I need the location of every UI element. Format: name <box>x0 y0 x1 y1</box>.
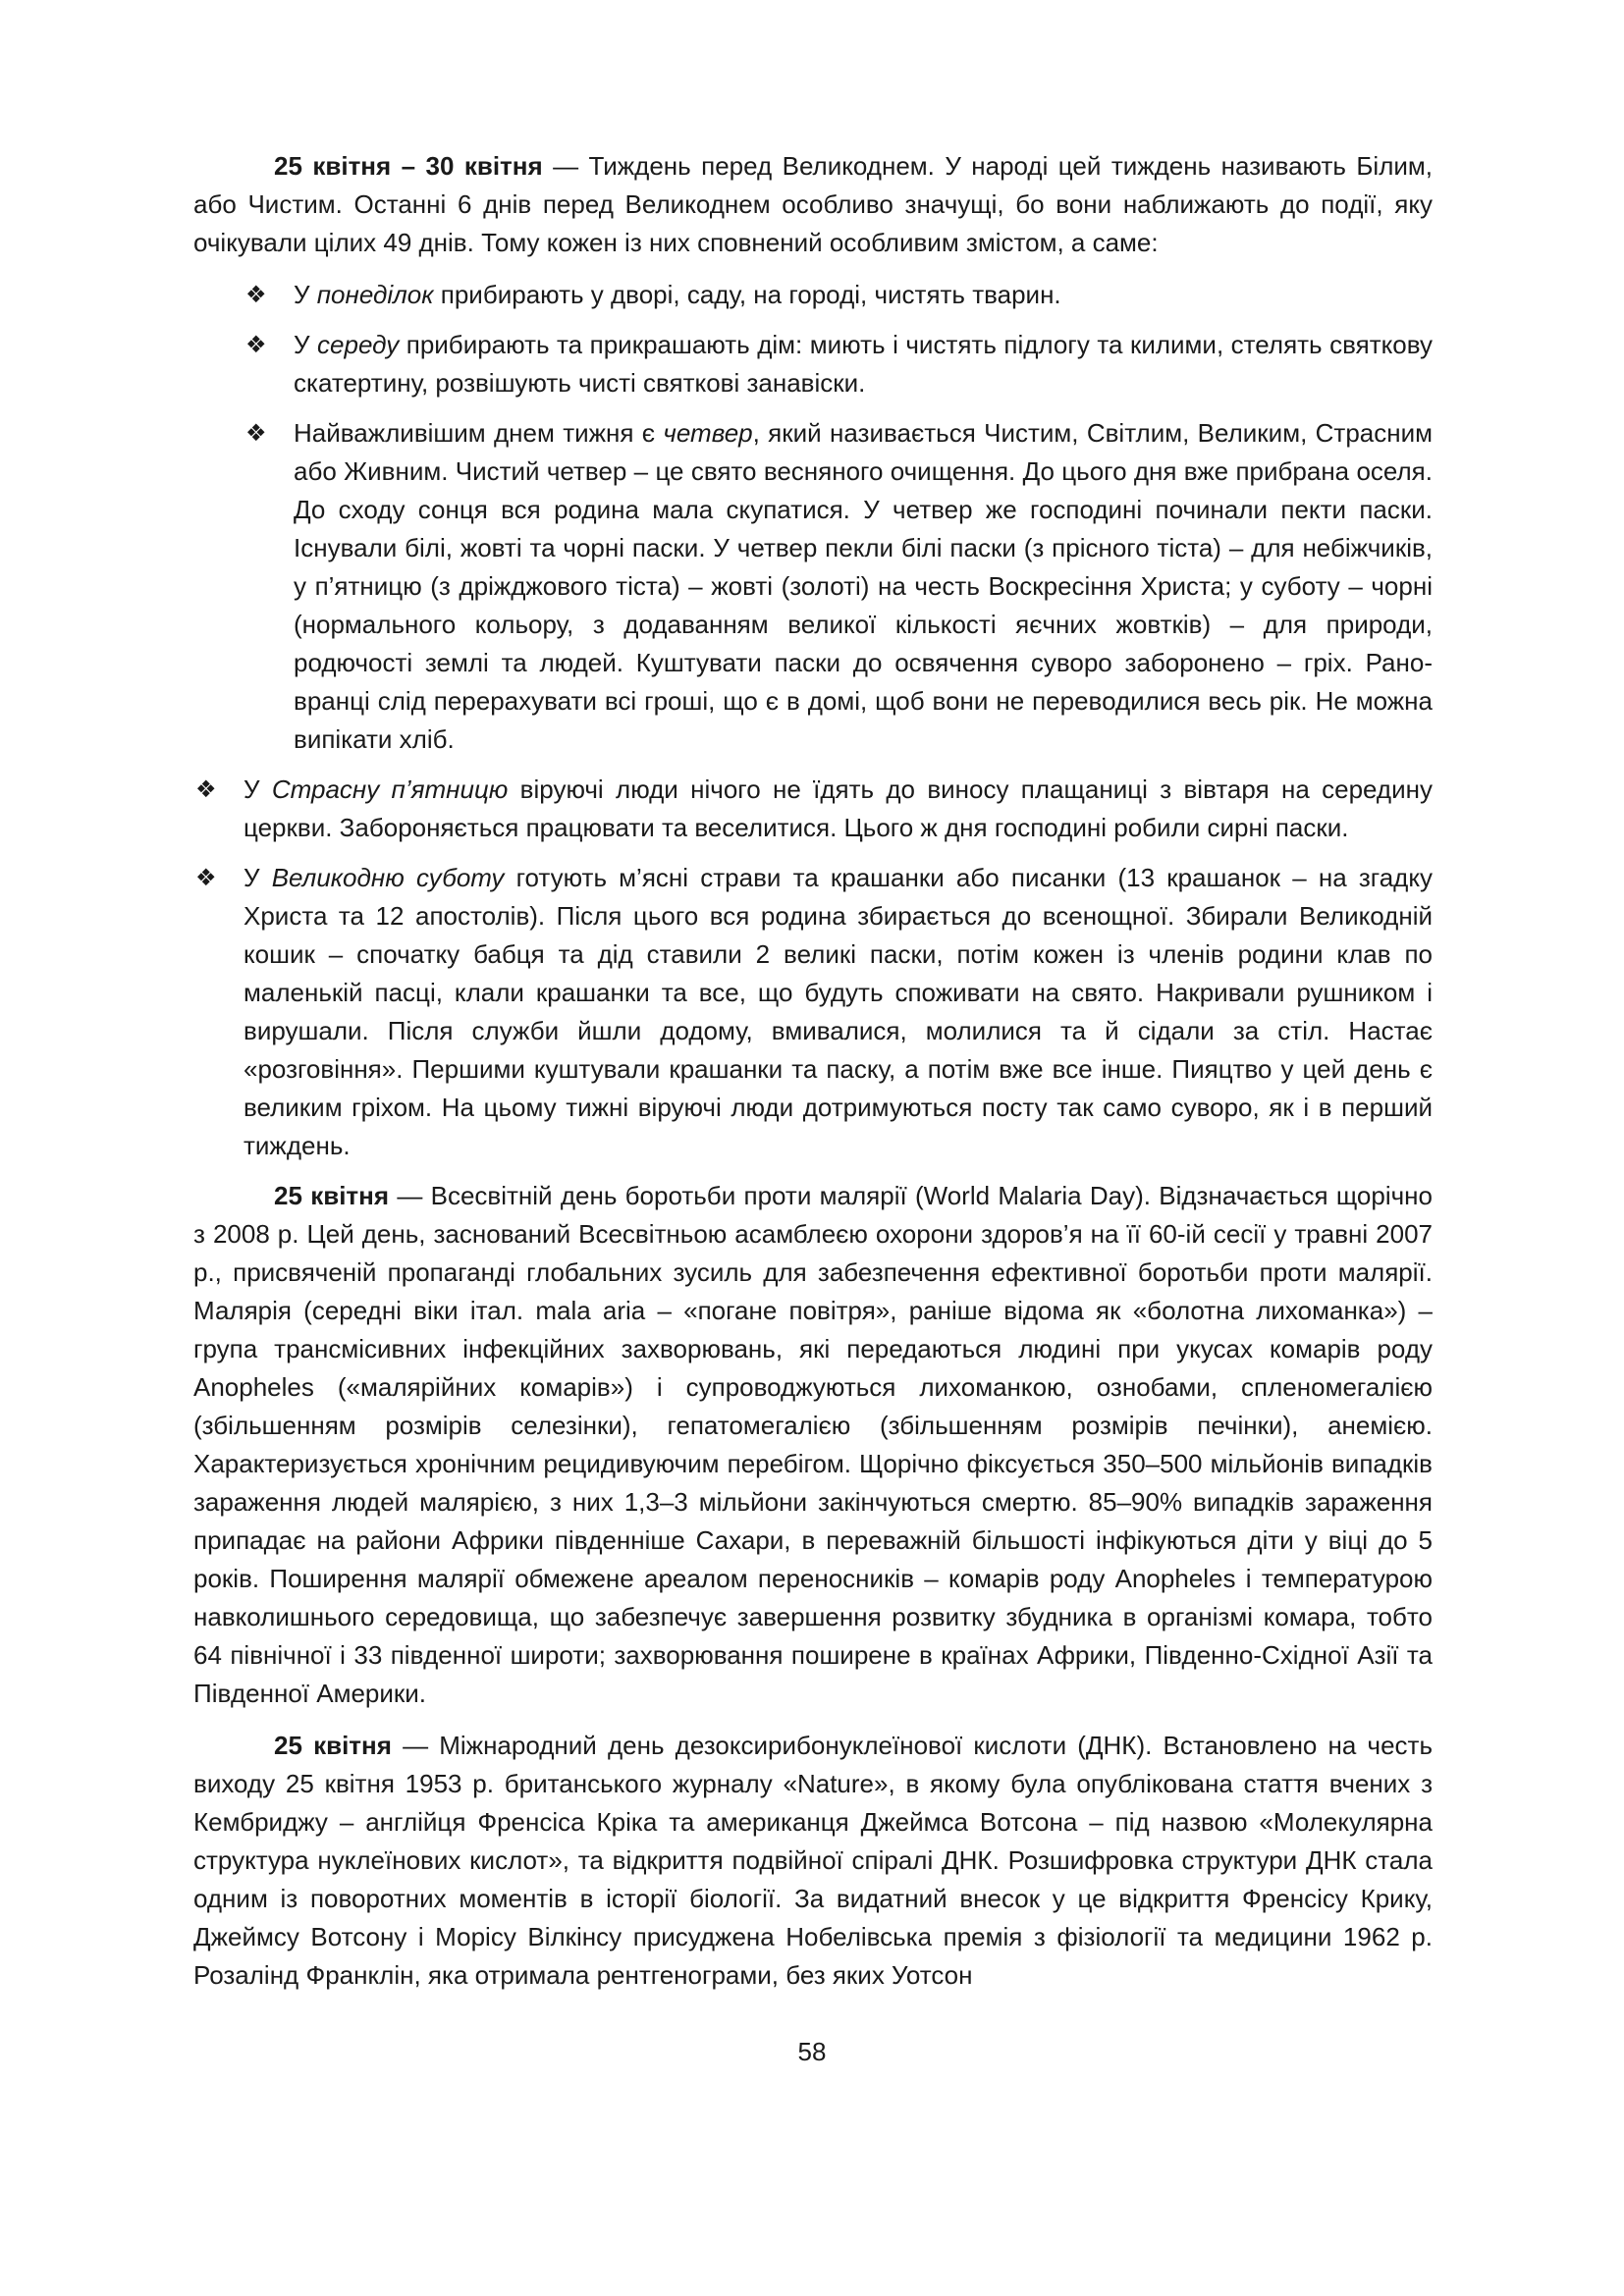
paragraph-text: — Тиждень перед Великоднем. У народі цей тиждень називають Білим, або Чистим. Останні 6 днів перед Великоднем особливо значущі, бо вони наближають до події, яку очікували цілих 49 днів. Тому кожен із них сповнений особливим змістом, а саме: <box>193 151 1433 257</box>
item-text: У <box>294 330 318 359</box>
date-heading: 25 квітня – 30 квітня <box>274 151 543 181</box>
paragraph-text: — Міжнародний день дезоксирибонуклеїнової кислоти (ДНК). Встановлено на честь виходу 25 квітня 1953 р. британського журналу «Nature», в якому була опублікована стаття вчених з Кембриджу – англійця Френсіса Кріка та американця Джеймса Вотсона – під назвою «Молекулярна структура нуклеїнових кислот», та відкриття подвійної спіралі ДНК. Розшифровка структури ДНК стала одним із поворотних моментів в історії біології. За видатний внесок у це відкриття Френсісу Крику, Джеймсу Вотсону і Морісу Вілкінсу присуджена Нобелівська премія з фізіології та медицини 1962 р. Розалінд Франклін, яка отримала рентгенограми, без яких Уотсон <box>193 1731 1433 1990</box>
diamond-bullet-icon: ❖ <box>195 775 217 803</box>
item-text: У <box>294 280 317 309</box>
date-heading: 25 квітня <box>274 1731 392 1760</box>
page-body <box>193 147 1433 2008</box>
list-item-holy-saturday <box>193 859 1433 1165</box>
diamond-bullet-icon: ❖ <box>245 281 267 308</box>
diamond-bullet-icon: ❖ <box>245 331 267 358</box>
item-text: готують м’ясні страви та крашанки або писанки (13 крашанок – на згадку Христа та 12 апостолів). Після цього вся родина збирається до всенощної. Збирали Великодній кошик – спочатку бабця та дід ставили 2 великі паски, потім кожен із членів родини клав по маленькій пасці, клали крашанки та все, що будуть споживати на свято. Накривали рушником і вирушали. Після служби йшли додому, вмивалися, молилися та й сідали за стіл. Настає «розговіння». Першими куштували крашанки та паску, а потім вже все інше. Пияцтво у цей день є великим гріхом. На цьому тижні віруючі люди дотримуються посту так само суворо, як і в перший тиждень. <box>244 863 1434 1160</box>
item-emphasis: Страсну п’ятницю <box>271 774 509 804</box>
paragraph-malaria-day <box>193 1177 1433 1713</box>
item-text: У <box>244 863 272 892</box>
paragraph-easter-week <box>193 147 1433 262</box>
list-item-good-friday <box>193 771 1433 847</box>
paragraph-dna-day <box>193 1727 1433 1995</box>
item-text: прибирають та прикрашають дім: миють і чистять підлогу та килими, стелять святкову скатертину, розвішують чисті святкові занавіски. <box>294 330 1433 398</box>
paragraph-text: — Всесвітній день боротьби проти малярії (World Malaria Day). Відзначається щорічно з 2008 р. Цей день, заснований Всесвітньою асамблеєю охорони здоров’я на її 60-ій сесії у травні 2007 р., присвяченій пропаганді глобальних зусиль для забезпечення ефективної боротьби проти малярії. Малярія (середні віки італ. mala aria – «погане повітря», раніше відома як «болотна лихоманка») – група трансмісивних інфекційних захворювань, які передаються людині при укусах комарів роду Anopheles («малярійних комарів») і супроводжуються лихоманкою, ознобами, спленомегалією (збільшенням розмірів селезінки), гепатомегалією (збільшенням розмірів печінки), анемією. Характеризується хронічним рецидивуючим перебігом. Щорічно фіксується 350–500 мільйонів випадків зараження людей малярією, з них 1,3–3 мільйони закінчуються смертю. 85–90% випадків зараження припадає на райони Африки південніше Сахари, в переважній більшості інфікуються діти у віці до 5 років. Поширення малярії обмежене ареалом переносників – комарів роду Anopheles і температурою навколишнього середовища, що забезпечує завершення розвитку збудника в організмі комара, тобто 64 північної і 33 південної широти; захворювання поширене в країнах Африки, Південно-Східної Азії та Південної Америки. <box>193 1181 1433 1708</box>
weekday-list <box>244 276 1433 759</box>
item-emphasis: понеділок <box>316 280 434 309</box>
item-text: , який називається Чистим, Світлим, Великим, Страсним або Живним. Чистий четвер – це свято весняного очищення. До цього дня вже прибрана оселя. До сходу сонця вся родина мала скупатися. У четвер же господині починали пекти паски. Існували білі, жовті та чорні паски. У четвер пекли білі паски (з прісного тіста) – для небіжчиків, у п’ятницю (з дріжджового тіста) – жовті (золоті) на честь Воскресіння Христа; у суботу – чорні (нормального кольору, з додаванням великої кількості яєчних жовтків) – для природи, родючості землі та людей. Куштувати паски до освячення суворо заборонено – гріх. Рано-вранці слід перерахувати всі гроші, що є в домі, щоб вони не переводилися весь рік. Не можна випікати хліб. <box>294 418 1433 754</box>
item-emphasis: середу <box>317 330 400 359</box>
item-emphasis: Великодню суботу <box>271 863 505 892</box>
item-text: віруючі люди нічого не їдять до виносу плащаниці з вівтаря на середину церкви. Забороняється працювати та веселитися. Цього ж дня господині робили сирні паски. <box>244 774 1433 842</box>
weekend-list <box>193 771 1433 1165</box>
list-item-monday <box>244 276 1433 314</box>
diamond-bullet-icon: ❖ <box>245 419 267 447</box>
item-emphasis: четвер <box>663 418 753 448</box>
item-text: У <box>244 774 272 804</box>
list-item-wednesday <box>244 326 1433 402</box>
item-text: Найважливішим днем тижня є <box>294 418 664 448</box>
list-item-thursday <box>244 414 1433 759</box>
date-heading: 25 квітня <box>274 1181 390 1210</box>
diamond-bullet-icon: ❖ <box>195 864 217 891</box>
page-number: 58 <box>797 2037 827 2066</box>
item-text: прибирають у дворі, саду, на городі, чистять тварин. <box>433 280 1061 309</box>
